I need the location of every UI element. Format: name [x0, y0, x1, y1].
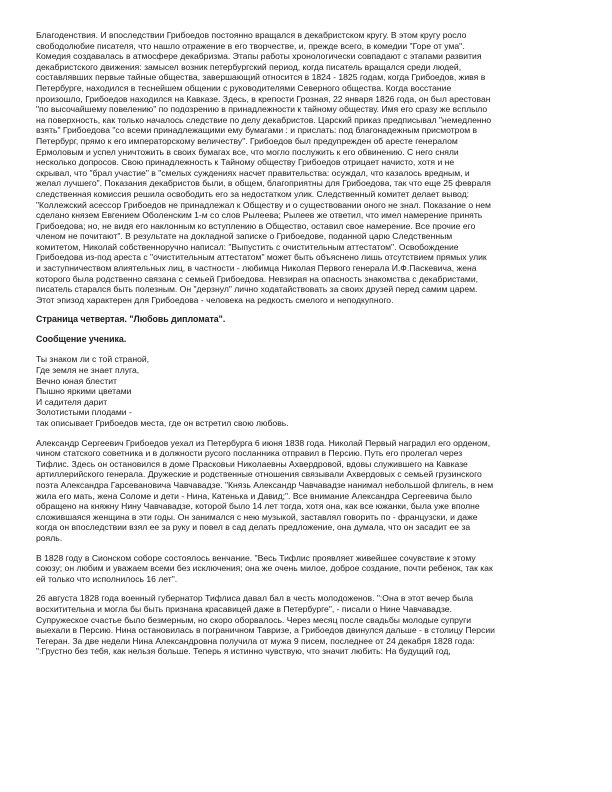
- text-line: произошло, Грибоедов находился на Кавказе. Здесь, в крепости Грозная, 22 января 1826 года, он был арестован: [36, 93, 491, 104]
- text-line: следственная комиссия решила освободить его за недостатком улик. Следственный комитет делает вывод:: [36, 188, 470, 199]
- text-line: Этот эпизод характерен для Грибоедова - человека на редкость смелого и неподкупного.: [36, 294, 394, 305]
- text-line: артиллерийского генерала. Дружеские и родственные отношения связывали Ахвердовых с семьей грузинского: [36, 469, 482, 480]
- section-heading: Страница четвертая. "Любовь дипломата".: [36, 314, 226, 325]
- text-line: ":Грустно без тебя, как нельзя больше. Теперь я истинно чувствую, что значит любить: На будущий год,: [36, 646, 451, 657]
- text-line: ей только что исполнилось 16 лет".: [36, 573, 178, 584]
- text-line: членом не почитают". В результате на докладной записке о Грибоедове, поданной царю Следственным: [36, 231, 453, 242]
- text-line: и заступничеством влиятельных лиц, в частности - любимца Николая Первого генерала И.Ф.Паскевича, жена: [36, 263, 477, 274]
- poem-quote: [36, 354, 578, 428]
- text-line: 26 августа 1828 года военный губернатор Тифлиса давал бал в честь молодоженов. ":Она в этот вечер была: [36, 593, 474, 604]
- text-line: желал лучшего". Показания декабристов были, в общем, благоприятны для Грибоедова, так что еще 25 февраля: [36, 178, 491, 189]
- paragraph-decembrists: [36, 30, 578, 305]
- text-line: Благоденствия. И впоследствии Грибоедов постоянно вращался в декабристском кругу. В этом кругу росло: [36, 30, 467, 40]
- text-line: обращено на княжну Нину Чавчавадзе, которой было 14 лет тогда, хотя она, как все южанки, была уже вполне: [36, 501, 480, 512]
- paragraph-ball: [36, 593, 578, 657]
- text-line: когда он впоследствии взял ее за руку и повел в сад делать предложение, она думала, что он засадит ее за: [36, 522, 471, 533]
- text-line: союзу; он любим и уважаем всеми без исключения; она же очень милое, доброе создание, почти ребенок, так как: [36, 563, 493, 574]
- text-line: И садителя дарит: [36, 396, 108, 407]
- text-line: В 1828 году в Сионском соборе состоялось венчание. "Весь Тифлис проявляет живейшее сочувствие к этому: [36, 552, 476, 563]
- text-line: Ты знаком ли с той страной,: [36, 354, 150, 365]
- document-page: [36, 30, 578, 666]
- text-line: скрывал, что "брал участие" в "смелых суждениях насчет правительства: осуждал, что казалось вредным, и: [36, 167, 470, 178]
- text-line: сделано князем Евгением Оболенским 1-м со слов Рылеева; Рылеев же ответил, что имел намерение принять: [36, 210, 483, 221]
- text-line: составлявших первые тайные общества, завершающий относится в 1824 - 1825 годам, когда Грибоедов, живя в: [36, 72, 486, 83]
- text-line: комитетом, Николай собственноручно написал: "Выпустить с очистительным аттестатом". Освобождение: [36, 241, 459, 252]
- text-line: Тегеран. За две недели Нина Александровна получила от мужа 9 писем, последнее от 24 декабря 1828 года:: [36, 635, 475, 646]
- text-line: выехали в Персию. Нина остановилась в пограничном Тавризе, а Грибоедов двинулся дальше - в столицу Персии: [36, 625, 495, 636]
- text-line: на поверхность, как только началось следствие по делу декабристов. Царский приказ предписывал "немедленно: [36, 114, 492, 125]
- text-line: декабристского движения: замысел возник петербургский период, когда писатель вращался среди людей,: [36, 61, 462, 72]
- text-line: Пышно яркими цветами: [36, 386, 132, 397]
- text-line: поэта Александра Гарсевановича Чавчавадзе. "Князь Александр Чавчавадзе нанимал небольшой флигель, в нем: [36, 479, 494, 490]
- text-line: Петербург, прямо к его императорскому величеству". Грибоедов был предупрежден об аресте генералом: [36, 135, 458, 146]
- paragraph-wedding: [36, 553, 578, 585]
- text-line: сложившаяся женщина в эти годы. Он занимался с нею музыкой, заставлял говорить по - французски, и даже: [36, 511, 478, 522]
- text-line: писатель старался быть полезным. Он "дерзнул" лично ходатайствовать за своих друзей перед самим царем.: [36, 284, 478, 295]
- paragraph-tiflis: [36, 438, 578, 544]
- text-line: несколько допросов. Свою принадлежность к Тайному обществу Грибоедов отрицает начисто, хотя и не: [36, 157, 455, 168]
- subsection-heading: Сообщение ученика.: [36, 334, 127, 345]
- text-line: взять" Грибоедова "со всеми принадлежащими ему бумагами : и прислать: под благонадежным присмотром в: [36, 125, 478, 136]
- text-line: Тифлис. Здесь он остановился в доме Прасковьи Николаевны Ахвердровой, вдовы служившего на Кавказе: [36, 458, 468, 469]
- text-line: рояль.: [36, 532, 63, 543]
- text-line: Где земля не знает плуга,: [36, 365, 140, 376]
- text-line: свободолюбие писателя, что нашло отражение в его творчестве, и, прежде всего, в комедии "Горе от ума".: [36, 40, 465, 51]
- text-line: жила его мать, жена Соломе и дети - Нина, Катенька и Давид;". Все внимание Александра Сергеевича было: [36, 490, 472, 501]
- text-line: Комедия создавалась в атмосфере декабризма. Этапы работы хронологически совпадают с этапами развития: [36, 51, 482, 62]
- text-line: Грибоедова из-под ареста с "очистительным аттестатом" может быть объяснено лишь отсутствием прямых улик: [36, 252, 487, 263]
- text-line: Золотистыми плодами -: [36, 407, 132, 418]
- text-line: Грибоедова; но, не видя его наклонным ко вступлению в Общество, оставил свое намерение. Все прочие его: [36, 220, 476, 231]
- text-line: "Коллежский асессор Грибоедов не принадлежал к Обществу и о существовании оного не знал. Показание о нем: [36, 199, 491, 210]
- text-line: которого была родственно связана с семьей Грибоедова. Невзирая на опасность знакомства с декабристами,: [36, 273, 479, 284]
- text-line: Вечно юная блестит: [36, 375, 117, 386]
- text-line: Александр Сергеевич Грибоедов уехал из Петербурга 6 июня 1838 года. Николай Первый наградил его орденом,: [36, 437, 491, 448]
- text-line: Ермоловым и успел уничтожить в своих бумагах все, что могло послужить к его обвинению. С него сняли: [36, 146, 459, 157]
- text-line: восхитительна и могла бы быть признана красавицей даже в Петербурге", - писали о Нине Чавчавадзе.: [36, 603, 452, 614]
- text-line: так описывает Грибоедов места, где он встретил свою любовь.: [36, 418, 289, 428]
- text-line: "по высочайшему повелению" по подозрению в принадлежности к тайному обществу. Имя его сразу же всплыло: [36, 104, 488, 115]
- text-line: чином статского советника и в должности русого посланника отправил в Персию. Путь его пролегал через: [36, 448, 463, 459]
- text-line: Петербурге, находился в теснейшем общении с руководителями Северного общества. Когда восстание: [36, 82, 452, 93]
- text-line: Супружеское счастье было безмерным, но скоро оборвалось. Через месяц после свадьбы молодые супруги: [36, 614, 472, 625]
